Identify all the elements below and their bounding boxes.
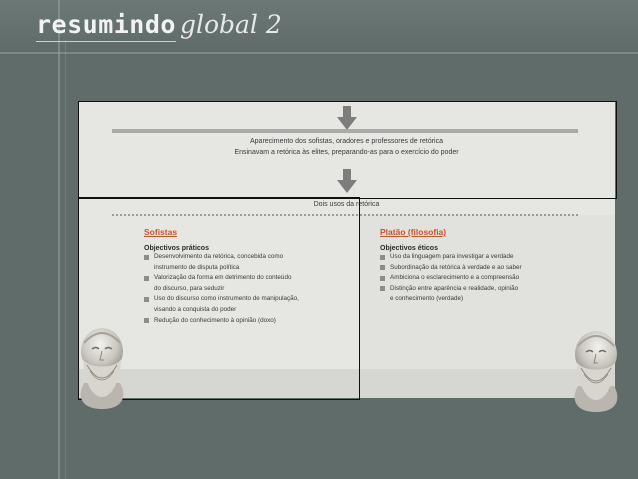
list-item-text: e conhecimento (verdade) xyxy=(390,295,464,303)
sofistas-subtitle: Objectivos práticos xyxy=(144,245,209,252)
title-bold: resumindo xyxy=(36,10,176,39)
list-item-cont xyxy=(144,263,354,274)
title-underline xyxy=(36,41,176,42)
list-item: Ambiciona o esclarecimento e a compreensão xyxy=(380,273,600,284)
list-item: Distinção entre aparência e realidade, opinião xyxy=(380,284,600,295)
platao-subtitle: Objectivos éticos xyxy=(380,245,438,252)
vertical-rule xyxy=(58,0,60,479)
list-item-text: instrumento de disputa política xyxy=(154,263,240,271)
divider-line xyxy=(112,129,578,133)
list-item: Uso da linguagem para investigar a verdade xyxy=(380,252,600,263)
list-item: Subordinação da retórica à verdade e ao saber xyxy=(380,263,600,274)
platao-title: Platão (filosofia) xyxy=(380,227,447,237)
section-label: Dois usos da retórica xyxy=(313,201,380,208)
list-item-cont xyxy=(380,294,600,305)
title-light: global 2 xyxy=(179,10,282,39)
bust-statue-image xyxy=(566,328,626,413)
header-rule xyxy=(0,52,638,54)
vertical-rule-thin xyxy=(65,40,66,479)
platao-column xyxy=(380,227,600,305)
intro-line-2: Ensinavam a retórica às elites, preparando-as para o exercício do poder xyxy=(234,149,459,156)
list-item: Valorização da forma em detrimento do conteúdo xyxy=(144,273,354,284)
list-item: Uso do discurso como instrumento de manipulação, xyxy=(144,294,354,305)
list-item-text: visando a conquista do poder xyxy=(154,305,237,313)
list-item: Desenvolvimento da retórica, concebida como xyxy=(144,252,354,263)
list-item: Redução do conhecimento à opinião (doxo) xyxy=(144,316,354,327)
rhetoric-diagram xyxy=(78,101,615,398)
down-arrow-icon xyxy=(337,169,357,193)
bottom-band xyxy=(78,369,615,398)
down-arrow-icon xyxy=(337,106,357,130)
list-item-cont xyxy=(144,305,354,316)
bust-statue-image xyxy=(72,325,132,410)
intro-line-1: Aparecimento dos sofistas, oradores e professores de retórica xyxy=(250,138,443,145)
dotted-divider xyxy=(112,214,578,216)
sofistas-column xyxy=(144,227,354,326)
list-item-cont xyxy=(144,284,354,295)
page-title xyxy=(36,11,282,39)
list-item-text: do discurso, para seduzir xyxy=(154,284,225,292)
sofistas-title: Sofistas xyxy=(144,227,178,237)
